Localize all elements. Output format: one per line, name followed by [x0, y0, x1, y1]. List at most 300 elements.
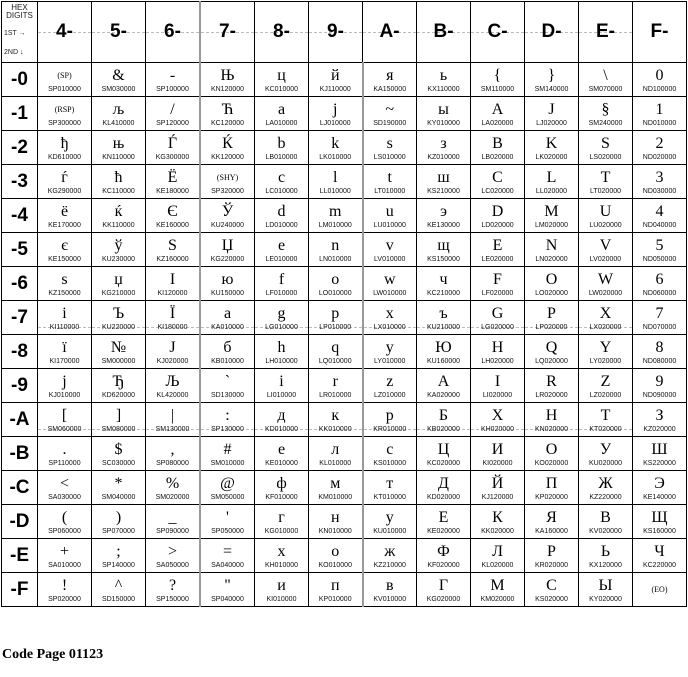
character-id: KI110000: [49, 323, 80, 331]
character-id: KC120000: [210, 119, 245, 127]
character-id: SP120000: [156, 119, 189, 127]
column-label: 6-: [164, 21, 181, 42]
character-id: KC220000: [642, 561, 677, 569]
character-id: LM020000: [534, 221, 569, 229]
character-cell: [633, 471, 687, 505]
character-id: SP020000: [48, 595, 81, 603]
character-cell: [92, 539, 146, 573]
character-id: KK010000: [318, 425, 352, 433]
character-cell: [579, 199, 633, 233]
character-glyph: l: [333, 168, 338, 186]
row-header: [2, 335, 38, 369]
character-id: KZ150000: [48, 289, 81, 297]
row-label: -8: [11, 340, 28, 362]
character-glyph: г: [278, 508, 285, 526]
character-id: KU150000: [210, 289, 245, 297]
character-cell: [471, 199, 525, 233]
code-page-title: Code Page 01123: [2, 647, 104, 662]
character-id: KN010000: [318, 527, 352, 535]
character-glyph: A: [491, 100, 504, 118]
character-glyph: U: [599, 202, 612, 220]
character-cell: [417, 437, 471, 471]
character-id: KU160000: [426, 357, 461, 365]
character-cell: [471, 539, 525, 573]
character-id: ND060000: [642, 289, 677, 297]
character-cell: [579, 131, 633, 165]
character-cell: [92, 63, 146, 97]
character-id: KD610000: [47, 153, 82, 161]
character-id: LJ010000: [319, 119, 351, 127]
table-row: [2, 267, 687, 301]
character-glyph: Ѕ: [168, 236, 177, 254]
character-cell: [633, 165, 687, 199]
character-glyph: K: [545, 134, 558, 152]
character-cell: [38, 233, 92, 267]
character-id: KI010000: [266, 595, 297, 603]
character-glyph: m: [329, 202, 342, 220]
character-id: KL020000: [481, 561, 514, 569]
character-glyph: Й: [491, 474, 504, 492]
column-header-b: [417, 2, 471, 63]
character-glyph: Ї: [169, 304, 176, 322]
character-id: LW010000: [373, 289, 407, 297]
character-id: KJ010000: [48, 391, 81, 399]
character-id: LH020000: [481, 357, 514, 365]
character-id: KE170000: [48, 221, 81, 229]
character-id: SP060000: [48, 527, 81, 535]
character-glyph: ћ: [114, 168, 123, 186]
character-id: LD020000: [481, 221, 514, 229]
character-glyph: §: [601, 100, 610, 118]
column-header-7: [200, 2, 255, 63]
character-cell: [38, 131, 92, 165]
column-label: E-: [596, 21, 615, 42]
character-glyph: g: [277, 304, 286, 322]
character-glyph: \: [603, 66, 608, 84]
character-glyph: E: [492, 236, 503, 254]
character-glyph: Г: [438, 576, 449, 594]
character-cell: [633, 63, 687, 97]
character-cell: [363, 301, 417, 335]
character-id: KN120000: [210, 85, 245, 93]
character-cell: [146, 471, 201, 505]
character-id: KR020000: [534, 561, 569, 569]
character-glyph: j: [333, 100, 338, 118]
character-id: KH010000: [264, 561, 299, 569]
character-glyph: o: [331, 270, 340, 288]
character-id: SM020000: [155, 493, 190, 501]
row-header: [2, 301, 38, 335]
table-row: [2, 573, 687, 607]
character-cell: [579, 539, 633, 573]
character-glyph: е: [277, 440, 286, 458]
character-id: KU240000: [210, 221, 245, 229]
character-id: KS210000: [427, 187, 460, 195]
character-glyph: к: [331, 406, 340, 424]
character-cell: [363, 369, 417, 403]
column-header-d: [525, 2, 579, 63]
character-cell: [92, 335, 146, 369]
character-id: LE020000: [481, 255, 514, 263]
character-cell: [255, 505, 309, 539]
row-label: -0: [11, 68, 28, 90]
character-cell: [200, 437, 255, 471]
character-cell: [255, 403, 309, 437]
character-id: KI180000: [157, 323, 188, 331]
character-glyph: +: [59, 542, 70, 560]
character-cell: [92, 471, 146, 505]
character-glyph: %: [165, 474, 180, 492]
character-id: KS020000: [535, 595, 568, 603]
character-id: ND100000: [642, 85, 677, 93]
character-id: KE140000: [643, 493, 676, 501]
character-cell: [363, 97, 417, 131]
character-glyph: П: [545, 474, 558, 492]
character-cell: [38, 301, 92, 335]
character-cell: [417, 97, 471, 131]
character-glyph: 9: [655, 372, 664, 390]
character-id: KI170000: [49, 357, 80, 365]
character-id: KD620000: [101, 391, 136, 399]
character-glyph: ы: [438, 100, 449, 118]
character-glyph: ]: [115, 406, 122, 424]
character-cell: [525, 505, 579, 539]
character-id: KU220000: [101, 323, 136, 331]
character-id: SM070000: [588, 85, 623, 93]
character-glyph: t: [387, 168, 392, 186]
row-label: -D: [9, 510, 30, 532]
character-id: ND070000: [642, 323, 677, 331]
character-id: LG020000: [481, 323, 514, 331]
character-id: KC010000: [264, 85, 299, 93]
row-header: [2, 97, 38, 131]
character-cell: [38, 335, 92, 369]
character-glyph: _: [168, 508, 177, 526]
character-glyph: ђ: [60, 134, 69, 152]
character-id: KE180000: [156, 187, 189, 195]
character-id: LO020000: [535, 289, 568, 297]
row-label: -F: [10, 578, 29, 600]
character-cell: [525, 199, 579, 233]
character-glyph: (RSP): [54, 104, 75, 114]
character-cell: [255, 437, 309, 471]
character-glyph: y: [385, 338, 394, 356]
character-id: ND090000: [642, 391, 677, 399]
character-cell: [417, 165, 471, 199]
second-digit-label: 2ND ↓: [4, 49, 24, 56]
character-cell: [471, 233, 525, 267]
character-glyph: V: [599, 236, 612, 254]
character-id: KC210000: [426, 289, 461, 297]
character-glyph: н: [330, 508, 340, 526]
character-id: SA010000: [48, 561, 81, 569]
character-id: LI020000: [482, 391, 513, 399]
character-cell: [417, 63, 471, 97]
character-cell: [309, 233, 363, 267]
character-id: LB020000: [481, 153, 514, 161]
character-id: KG010000: [264, 527, 299, 535]
character-cell: [579, 437, 633, 471]
character-cell: [363, 573, 417, 607]
character-glyph: Ђ: [112, 372, 125, 390]
character-id: KX110000: [427, 85, 460, 93]
row-header: [2, 471, 38, 505]
character-cell: [38, 437, 92, 471]
character-id: SP010000: [48, 85, 81, 93]
character-id: KS150000: [427, 255, 460, 263]
character-glyph: Є: [167, 202, 178, 220]
character-id: KC020000: [426, 459, 461, 467]
character-cell: [92, 505, 146, 539]
character-id: SM110000: [480, 85, 515, 93]
character-glyph: і: [62, 304, 67, 322]
character-cell: [38, 573, 92, 607]
character-cell: [309, 369, 363, 403]
table-row: [2, 471, 687, 505]
character-id: KG220000: [210, 255, 245, 263]
character-cell: [92, 131, 146, 165]
character-glyph: д: [277, 406, 286, 424]
character-id: LD010000: [265, 221, 298, 229]
table-row: [2, 165, 687, 199]
table-row: [2, 539, 687, 573]
character-id: LU020000: [589, 221, 622, 229]
character-glyph: у: [385, 508, 394, 526]
character-id: KA150000: [373, 85, 407, 93]
character-cell: [92, 301, 146, 335]
character-glyph: в: [385, 576, 394, 594]
character-cell: [146, 403, 201, 437]
character-id: LR020000: [535, 391, 568, 399]
column-label: 8-: [273, 21, 290, 42]
character-id: KB020000: [427, 425, 460, 433]
character-id: KE020000: [427, 527, 460, 535]
character-cell: [146, 369, 201, 403]
character-glyph: т: [386, 474, 394, 492]
column-header-8: [255, 2, 309, 63]
character-cell: [255, 199, 309, 233]
character-cell: [200, 165, 255, 199]
character-cell: [38, 267, 92, 301]
character-glyph: б: [223, 338, 232, 356]
hex-digits-corner: [2, 2, 38, 63]
character-glyph: }: [547, 66, 556, 84]
character-glyph: N: [545, 236, 558, 254]
character-cell: [579, 267, 633, 301]
character-id: KG290000: [47, 187, 82, 195]
character-id: ND080000: [642, 357, 677, 365]
character-id: ND020000: [642, 153, 677, 161]
character-id: LH010000: [265, 357, 298, 365]
character-cell: [200, 199, 255, 233]
character-glyph: P: [547, 304, 556, 322]
character-glyph: Q: [545, 338, 558, 356]
character-glyph: ё: [60, 202, 69, 220]
column-label: A-: [379, 21, 400, 42]
character-cell: [579, 165, 633, 199]
character-glyph: ;: [116, 542, 121, 560]
character-glyph: К: [492, 508, 503, 526]
character-cell: [363, 403, 417, 437]
character-cell: [363, 505, 417, 539]
character-glyph: я: [386, 66, 394, 84]
column-label: C-: [487, 21, 508, 42]
character-cell: [363, 63, 417, 97]
character-id: LW020000: [588, 289, 623, 297]
character-cell: [525, 335, 579, 369]
character-glyph: ": [224, 576, 231, 594]
character-id: LI010000: [266, 391, 297, 399]
character-id: LV010000: [374, 255, 406, 263]
character-glyph: q: [331, 338, 340, 356]
character-cell: [471, 437, 525, 471]
table-row: [2, 63, 687, 97]
character-cell: [92, 573, 146, 607]
character-cell: [417, 539, 471, 573]
character-id: LY020000: [589, 357, 622, 365]
character-glyph: о: [331, 542, 340, 560]
character-glyph: $: [114, 440, 123, 458]
character-cell: [146, 165, 201, 199]
character-glyph: b: [277, 134, 286, 152]
character-cell: [417, 471, 471, 505]
character-id: LP010000: [319, 323, 352, 331]
character-cell: [633, 97, 687, 131]
row-label: -5: [11, 238, 28, 260]
character-cell: [417, 573, 471, 607]
character-cell: [309, 63, 363, 97]
character-id: KZ210000: [373, 561, 406, 569]
character-id: KJ110000: [319, 85, 351, 93]
character-id: SM040000: [101, 493, 136, 501]
character-id: KF020000: [427, 561, 460, 569]
table-row: [2, 97, 687, 131]
character-cell: [92, 165, 146, 199]
character-glyph: В: [600, 508, 611, 526]
character-glyph: @: [220, 474, 235, 492]
character-cell: [471, 335, 525, 369]
character-cell: [471, 471, 525, 505]
character-cell: [309, 267, 363, 301]
character-glyph: Ў: [221, 202, 234, 220]
character-glyph: и: [277, 576, 286, 594]
character-glyph: 7: [655, 304, 664, 322]
column-label: 9-: [327, 21, 344, 42]
character-cell: [146, 63, 201, 97]
character-glyph: Џ: [221, 236, 234, 254]
character-id: LO010000: [318, 289, 352, 297]
character-cell: [200, 573, 255, 607]
character-id: KL420000: [156, 391, 189, 399]
character-cell: [92, 233, 146, 267]
character-id: LF010000: [265, 289, 298, 297]
character-cell: [417, 335, 471, 369]
character-id: KO010000: [318, 561, 352, 569]
table-row: [2, 199, 687, 233]
character-id: SA050000: [156, 561, 189, 569]
character-id: LQ010000: [318, 357, 352, 365]
character-glyph: Ѓ: [167, 134, 178, 152]
character-glyph: O: [545, 270, 558, 288]
character-cell: [38, 97, 92, 131]
character-glyph: М: [490, 576, 505, 594]
character-glyph: Р: [547, 542, 556, 560]
character-glyph: (EO): [651, 585, 668, 594]
character-glyph: #: [223, 440, 232, 458]
character-cell: [92, 403, 146, 437]
character-cell: [255, 301, 309, 335]
character-glyph: й: [330, 66, 340, 84]
table-row: [2, 335, 687, 369]
character-id: KB010000: [211, 357, 244, 365]
character-glyph: щ: [437, 236, 450, 254]
character-id: LL020000: [535, 187, 568, 195]
character-cell: [363, 471, 417, 505]
character-cell: [633, 505, 687, 539]
character-glyph: 0: [655, 66, 664, 84]
character-glyph: п: [330, 576, 340, 594]
character-glyph: I: [494, 372, 501, 390]
column-header-6: [146, 2, 201, 63]
character-cell: [525, 63, 579, 97]
character-cell: [525, 539, 579, 573]
character-glyph: B: [492, 134, 503, 152]
character-glyph: s: [386, 134, 393, 152]
column-label: F-: [650, 21, 669, 42]
character-glyph: а: [223, 304, 232, 322]
column-header-4: [38, 2, 92, 63]
column-label: 7-: [219, 21, 236, 42]
character-glyph: H: [491, 338, 504, 356]
table-row: [2, 505, 687, 539]
character-cell: [471, 63, 525, 97]
character-id: KV010000: [373, 595, 407, 603]
character-id: SP130000: [211, 425, 244, 433]
character-id: SM060000: [47, 425, 82, 433]
character-glyph: M: [544, 202, 559, 220]
character-id: SM130000: [155, 425, 190, 433]
character-id: LK020000: [535, 153, 568, 161]
character-cell: [92, 369, 146, 403]
character-cell: [309, 97, 363, 131]
column-header-5: [92, 2, 146, 63]
character-glyph: Щ: [651, 508, 668, 526]
character-glyph: (: [61, 508, 68, 526]
character-glyph: f: [278, 270, 285, 288]
character-cell: [38, 63, 92, 97]
character-glyph: ': [226, 508, 229, 526]
character-cell: [525, 131, 579, 165]
character-id: LQ020000: [535, 357, 568, 365]
character-cell: [309, 301, 363, 335]
character-id: KR010000: [373, 425, 407, 433]
character-id: LM010000: [318, 221, 352, 229]
character-id: SM050000: [210, 493, 245, 501]
character-cell: [146, 267, 201, 301]
character-glyph: Ь: [600, 542, 611, 560]
character-id: LT010000: [374, 187, 406, 195]
character-glyph: Ј: [169, 338, 176, 356]
character-cell: [309, 131, 363, 165]
character-glyph: Ч: [654, 542, 665, 560]
character-glyph: ?: [168, 576, 177, 594]
character-cell: [579, 403, 633, 437]
character-id: SP080000: [156, 459, 189, 467]
character-glyph: u: [385, 202, 394, 220]
character-glyph: Л: [492, 542, 503, 560]
character-glyph: n: [331, 236, 340, 254]
row-header: [2, 573, 38, 607]
